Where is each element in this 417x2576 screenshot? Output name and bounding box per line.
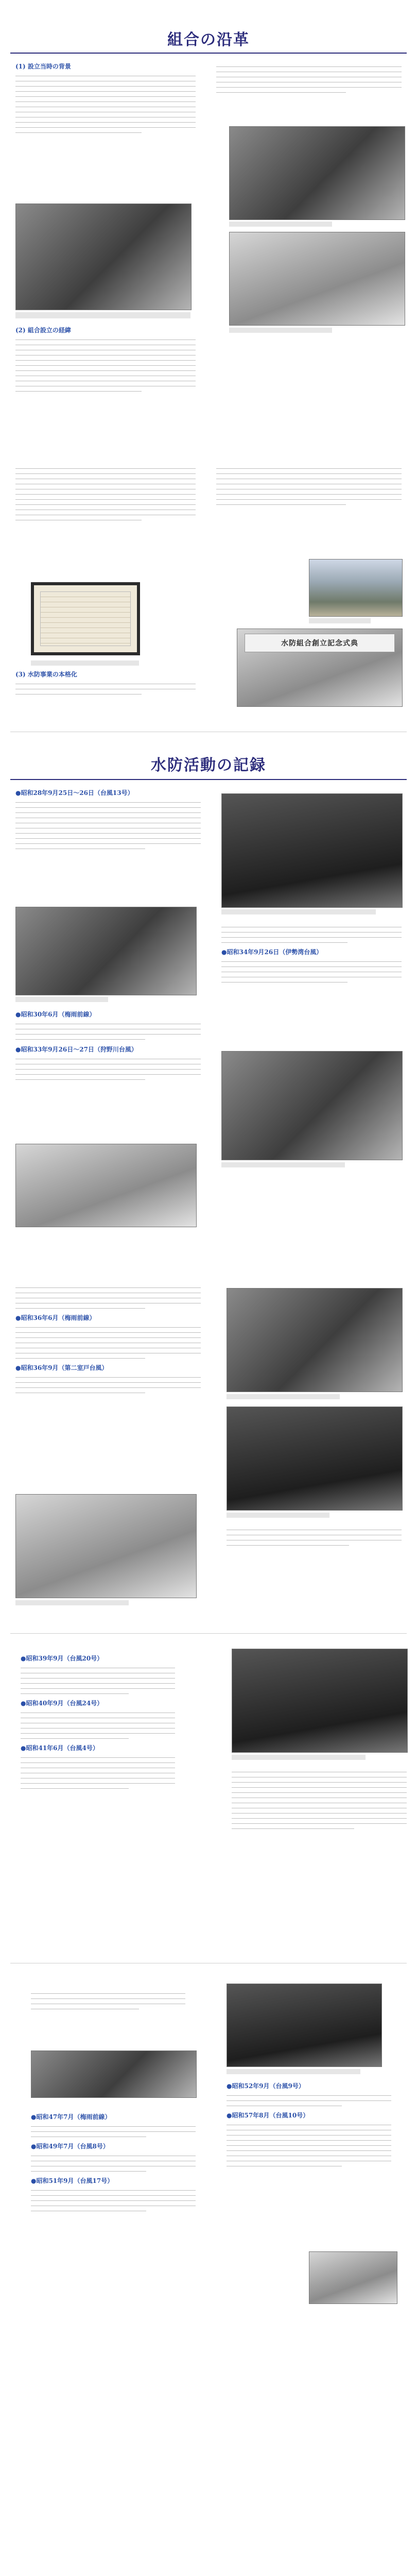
event-heading: ●昭和41年6月（台風4号） xyxy=(21,1744,99,1752)
photo-caption xyxy=(309,618,371,623)
event-heading: ●昭和28年9月25日〜26日（台風13号） xyxy=(15,789,134,796)
record-photo xyxy=(221,1051,403,1160)
photo-caption xyxy=(232,1755,366,1760)
event-heading: ●昭和52年9月（台風9号） xyxy=(227,2082,305,2090)
section-flood-records-3 xyxy=(0,1963,417,2576)
record-column-left xyxy=(21,1654,175,1793)
section-title: 水防活動の記録 xyxy=(151,756,266,774)
photo-caption xyxy=(15,997,108,1002)
record-photo xyxy=(227,1288,403,1392)
photo-caption xyxy=(221,909,376,914)
section-history xyxy=(0,0,417,711)
photo-caption xyxy=(15,1600,129,1605)
event-heading: ●昭和57年8月（台風10号） xyxy=(227,2112,309,2119)
subheading: (1) 設立当時の背景 xyxy=(15,63,71,70)
event-heading: ●昭和30年6月（梅雨前線） xyxy=(15,1011,96,1018)
banner-text: 水防組合創立記念式典 xyxy=(281,639,358,648)
section-title: 組合の沿革 xyxy=(167,31,250,49)
event-heading: ●昭和34年9月26日（伊勢湾台風） xyxy=(221,948,323,956)
record-photo xyxy=(232,1649,408,1753)
photo-caption xyxy=(31,660,139,666)
historic-photo xyxy=(15,204,192,310)
photo-caption xyxy=(227,1394,340,1399)
event-heading: ●昭和40年9月（台風24号） xyxy=(21,1700,103,1707)
event-heading: ●昭和49年7月（台風8号） xyxy=(31,2143,109,2150)
photo-caption xyxy=(227,2069,360,2074)
event-heading: ●昭和36年6月（梅雨前線） xyxy=(15,1314,96,1321)
record-column-left xyxy=(31,1989,185,2014)
subheading: (3) 水防事業の本格化 xyxy=(15,671,77,678)
record-photo xyxy=(221,793,403,908)
title-rule xyxy=(10,779,407,780)
photo-caption xyxy=(221,1162,345,1167)
title-rule xyxy=(10,53,407,54)
event-heading: ●昭和47年7月（梅雨前線） xyxy=(31,2113,111,2121)
left-column-text xyxy=(15,326,196,396)
left-column-3 xyxy=(15,670,196,699)
photo-caption xyxy=(227,1513,329,1518)
event-heading: ●昭和51年9月（台風17号） xyxy=(31,2177,114,2184)
photo-caption xyxy=(15,312,190,318)
record-photo xyxy=(15,1494,197,1598)
section-flood-records xyxy=(0,732,417,1618)
left-column xyxy=(15,62,196,138)
flood-photo-2 xyxy=(229,232,405,326)
photo-caption xyxy=(229,222,332,227)
record-text xyxy=(15,1010,201,1084)
record-photo xyxy=(15,1144,197,1227)
record-column-right xyxy=(221,922,402,987)
subheading: (2) 組合設立の経緯 xyxy=(15,327,71,334)
monument-photo xyxy=(309,559,403,617)
flood-photo-1 xyxy=(229,126,405,220)
certificate-frame xyxy=(31,582,140,655)
record-text xyxy=(31,2112,196,2216)
record-column-right xyxy=(232,1767,407,1834)
record-photo xyxy=(227,1984,382,2067)
record-column-left xyxy=(15,788,201,854)
record-photo xyxy=(227,1406,403,1511)
record-photo xyxy=(31,2050,197,2098)
event-heading: ●昭和33年9月26日〜27日（狩野川台風） xyxy=(15,1046,137,1053)
left-column-2 xyxy=(15,464,196,525)
right-column xyxy=(216,62,402,97)
record-column-left-2 xyxy=(15,1283,201,1398)
record-photo xyxy=(15,907,197,995)
record-column-right-2 xyxy=(227,1525,402,1550)
photo-caption xyxy=(229,328,332,333)
event-heading: ●昭和39年9月（台風20号） xyxy=(21,1655,103,1662)
record-column-right xyxy=(227,2081,391,2171)
section-flood-records-2 xyxy=(0,1633,417,1942)
record-photo xyxy=(309,2251,397,2304)
event-heading: ●昭和36年9月（第二室戸台風） xyxy=(15,1364,108,1371)
right-column-2 xyxy=(216,464,402,510)
ceremony-banner xyxy=(245,634,395,652)
